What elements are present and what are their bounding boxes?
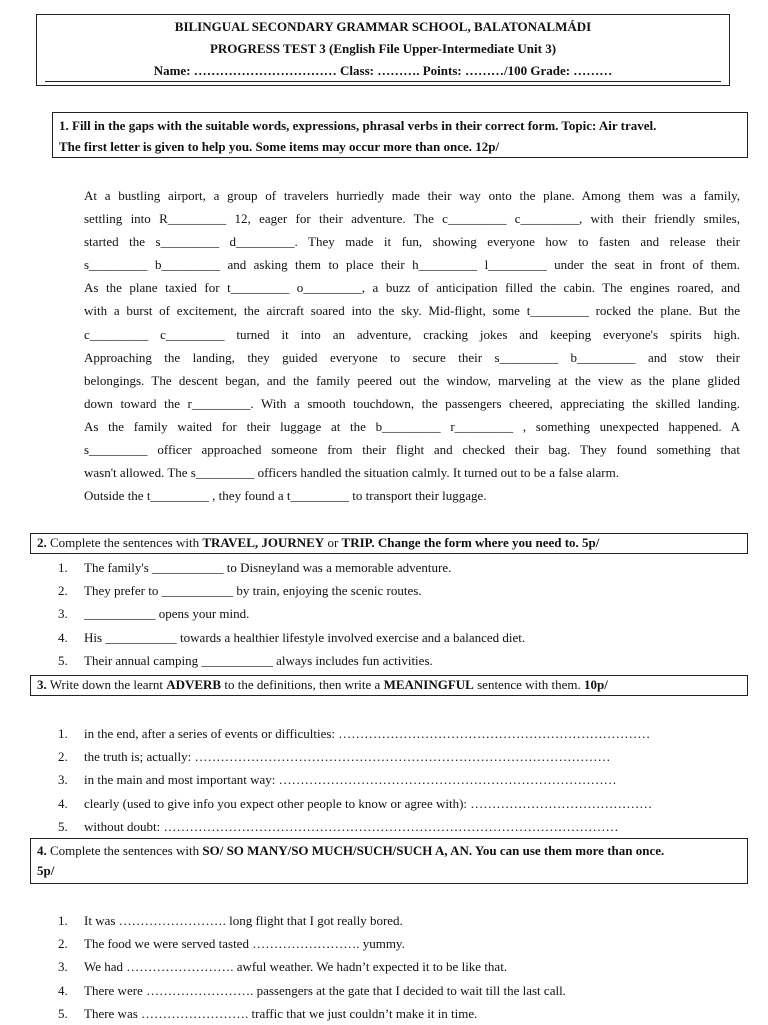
item-number: 3. bbox=[58, 959, 68, 975]
item-number: 1. bbox=[58, 913, 68, 928]
paragraph-line[interactable]: settling into R_________ 12, eager for their adventure. The c_________ c_________, with their friendly smiles, bbox=[84, 211, 740, 227]
paragraph-line[interactable]: wasn't allowed. The s_________ officers handled the situation calmly. It turned out to be a false alarm. bbox=[84, 465, 619, 481]
task2-number: 2. bbox=[37, 535, 47, 550]
item-text: ___________ opens your mind. bbox=[84, 606, 250, 622]
list-item[interactable] bbox=[58, 649, 525, 672]
paragraph-line[interactable]: As the plane taxied for t_________ o_________, a buzz of anticipation filled the cabin. The engines roared, and bbox=[84, 280, 740, 296]
item-number: 3. bbox=[58, 606, 68, 622]
paragraph-line[interactable]: started the s_________ d_________. They made it fun, showing everyone how to fasten and release their bbox=[84, 234, 740, 250]
task3-number: 3. bbox=[37, 677, 47, 692]
list-item[interactable] bbox=[58, 722, 652, 745]
list-item[interactable] bbox=[58, 602, 525, 625]
item-number: 1. bbox=[58, 726, 68, 741]
item-text: in the end, after a series of events or difficulties: ……………………………………………………………… bbox=[84, 726, 651, 741]
task3-text-3: sentence with them. bbox=[473, 677, 584, 692]
item-number: 4. bbox=[58, 629, 68, 645]
task3-keyword-meaningful: MEANINGFUL bbox=[383, 677, 474, 692]
item-text: without doubt: …………………………………………………………………………………………… bbox=[84, 818, 619, 834]
header-box bbox=[36, 14, 730, 86]
list-item[interactable] bbox=[58, 815, 652, 838]
task4-number: 4. bbox=[37, 843, 47, 858]
task4-points: 5p/ bbox=[37, 863, 55, 878]
task4-instruction bbox=[30, 838, 748, 884]
list-item[interactable] bbox=[58, 626, 525, 649]
item-text: They prefer to ___________ by train, enjoying the scenic routes. bbox=[84, 583, 422, 599]
test-title: PROGRESS TEST 3 (English File Upper-Intermediate Unit 3) bbox=[209, 41, 557, 56]
task3-text-2: to the definitions, then write a bbox=[221, 677, 384, 692]
task2-list bbox=[58, 556, 525, 672]
list-item[interactable] bbox=[58, 932, 566, 955]
task3-instruction bbox=[30, 675, 748, 696]
item-number: 4. bbox=[58, 982, 68, 998]
item-text: Their annual camping ___________ always includes fun activities. bbox=[84, 652, 433, 668]
task3-text: Write down the learnt bbox=[46, 677, 167, 692]
task4-keywords: SO/ SO MANY/SO MUCH/SUCH/SUCH A, AN. You can use them more than once. bbox=[202, 843, 665, 858]
list-item[interactable] bbox=[58, 745, 652, 768]
item-number: 2. bbox=[58, 749, 68, 765]
item-text: the truth is; actually: …………………………………………………………………………………… bbox=[84, 749, 611, 765]
task4-list bbox=[58, 909, 566, 1025]
task1-instruction-line1: 1. Fill in the gaps with the suitable words, expressions, phrasal verbs in their correct form. Topic: Air travel. bbox=[59, 118, 657, 133]
item-number: 5. bbox=[58, 652, 68, 668]
list-item[interactable] bbox=[58, 792, 652, 815]
paragraph-line[interactable]: with a burst of excitement, the aircraft soared into the sky. Mid-flight, some t_________ rocked the plane. But the bbox=[84, 303, 740, 319]
item-text: There was ……………………. traffic that we just couldn’t make it in time. bbox=[84, 1005, 478, 1021]
list-item[interactable] bbox=[58, 556, 525, 579]
item-text: in the main and most important way: …………………………………………………………………… bbox=[84, 772, 617, 788]
task2-text: Complete the sentences with bbox=[46, 535, 203, 550]
paragraph-line[interactable]: Approaching the landing, they guided everyone to secure their s_________ b_________ and stow their bbox=[84, 349, 740, 365]
student-fields[interactable]: Name: …………………………… Class: ………. Points: ………/100 Grade: ……… bbox=[153, 63, 613, 78]
item-text: The food we were served tasted ……………………. yummy. bbox=[84, 936, 405, 952]
item-number: 1. bbox=[58, 560, 68, 575]
item-number: 2. bbox=[58, 583, 68, 599]
item-text: His ___________ towards a healthier lifestyle involved exercise and a balanced diet. bbox=[84, 629, 526, 645]
task1-instruction-line2: The first letter is given to help you. Some items may occur more than once. 12p/ bbox=[59, 139, 500, 154]
list-item[interactable] bbox=[58, 1002, 566, 1025]
item-text: clearly (used to give info you expect other people to know or agree with): …………………………………… bbox=[84, 795, 653, 811]
school-name: BILINGUAL SECONDARY GRAMMAR SCHOOL, BALATONALMÁDI bbox=[174, 19, 592, 34]
task4-text: Complete the sentences with bbox=[46, 843, 203, 858]
item-number: 5. bbox=[58, 1005, 68, 1021]
item-text: There were ……………………. passengers at the gate that I decided to wait till the last call. bbox=[84, 982, 566, 998]
list-item[interactable] bbox=[58, 909, 566, 932]
task3-points: 10p/ bbox=[583, 677, 608, 692]
task2-or: or bbox=[324, 535, 342, 550]
header-divider bbox=[45, 81, 721, 82]
list-item[interactable] bbox=[58, 768, 652, 791]
list-item[interactable] bbox=[58, 579, 525, 602]
paragraph-line[interactable]: down toward the r_________. With a smooth touchdown, the passengers cheered, appreciating the skilled landing. bbox=[84, 395, 740, 411]
paragraph-line[interactable]: Outside the t_________ , they found a t_________ to transport their luggage. bbox=[84, 488, 487, 504]
task2-instruction bbox=[30, 533, 748, 554]
list-item[interactable] bbox=[58, 979, 566, 1002]
paragraph-line[interactable]: s_________ b_________ and asking them to place their h_________ l_________ under the seat in front of them. bbox=[84, 257, 740, 273]
item-number: 5. bbox=[58, 818, 68, 834]
list-item[interactable] bbox=[58, 955, 566, 978]
task3-keyword-adverb: ADVERB bbox=[166, 677, 222, 692]
task1-instruction bbox=[52, 112, 748, 158]
item-number: 2. bbox=[58, 936, 68, 952]
paragraph-line[interactable]: c_________ c_________ turned it into an adventure, cracking jokes and keeping everyone's spirits high. bbox=[84, 326, 740, 342]
item-number: 4. bbox=[58, 795, 68, 811]
item-number: 3. bbox=[58, 772, 68, 788]
item-text: We had ……………………. awful weather. We hadn’t expected it to be like that. bbox=[84, 959, 508, 975]
item-text: The family's ___________ to Disneyland was a memorable adventure. bbox=[84, 560, 452, 575]
task2-keywords: TRAVEL, JOURNEY bbox=[202, 535, 325, 550]
task2-keywords-2: TRIP. Change the form where you need to. 5p/ bbox=[341, 535, 600, 550]
task1-paragraph bbox=[84, 184, 740, 507]
paragraph-line: belongings. The descent began, and the family peered out the window, marveling at the view as the plane glided bbox=[84, 372, 740, 388]
task4-line1 bbox=[37, 841, 741, 861]
paragraph-line[interactable]: As the family waited for their luggage at the b_________ r_________ , something unexpected happened. A bbox=[84, 418, 740, 434]
paragraph-line[interactable]: s_________ officer approached someone from their flight and checked their bag. They found something that bbox=[84, 442, 740, 458]
task3-list bbox=[58, 722, 652, 838]
paragraph-line: At a bustling airport, a group of travelers hurriedly made their way onto the plane. Among them was a family, bbox=[84, 188, 740, 203]
item-text: It was ……………………. long flight that I got really bored. bbox=[84, 913, 403, 928]
